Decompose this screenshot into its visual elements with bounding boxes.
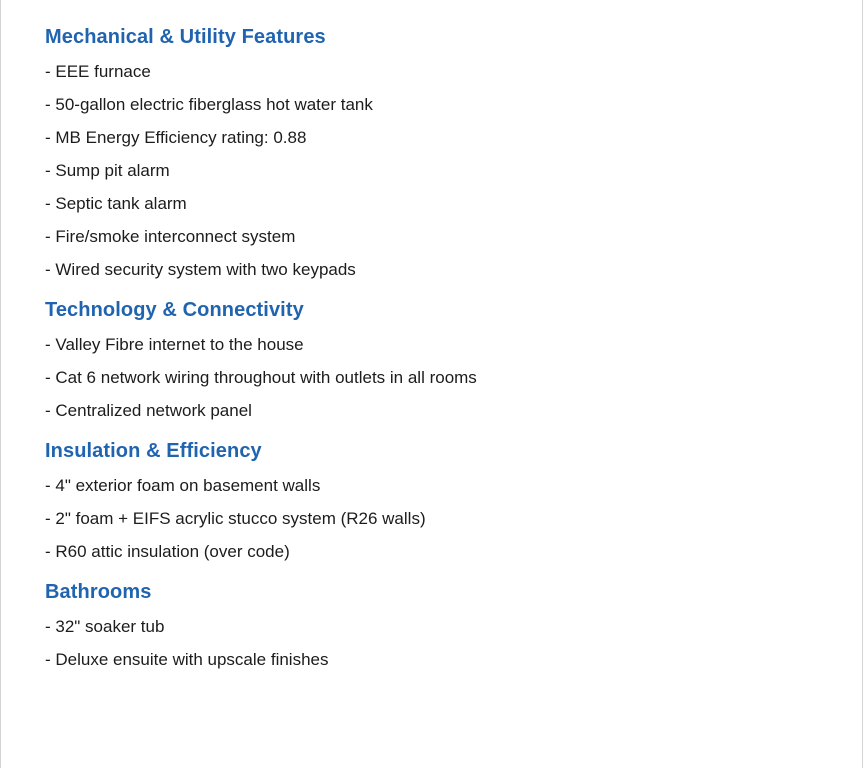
list-item: - Centralized network panel [45, 401, 252, 420]
list-item: - Wired security system with two keypads [45, 260, 356, 279]
feature-list [45, 61, 825, 281]
list-item: - Fire/smoke interconnect system [45, 227, 296, 246]
list-item: - R60 attic insulation (over code) [45, 542, 290, 561]
section-title: Mechanical & Utility Features [45, 26, 326, 48]
section-title: Technology & Connectivity [45, 299, 304, 321]
section-bathrooms [45, 579, 825, 671]
list-item: - 50-gallon electric fiberglass hot water tank [45, 95, 373, 114]
feature-list [45, 616, 825, 671]
list-item: - MB Energy Efficiency rating: 0.88 [45, 128, 307, 147]
list-item: - 32" soaker tub [45, 617, 165, 636]
section-insulation-efficiency [45, 438, 825, 563]
feature-list [45, 475, 825, 563]
list-item: - Sump pit alarm [45, 161, 170, 180]
list-item: - 4" exterior foam on basement walls [45, 476, 321, 495]
list-item: - Cat 6 network wiring throughout with outlets in all rooms [45, 368, 477, 387]
section-title: Bathrooms [45, 581, 152, 603]
document-content [45, 24, 825, 682]
section-title: Insulation & Efficiency [45, 440, 262, 462]
section-mechanical-utility [45, 24, 825, 281]
list-item: - 2" foam + EIFS acrylic stucco system (R26 walls) [45, 509, 426, 528]
section-technology-connectivity [45, 297, 825, 422]
list-item: - Septic tank alarm [45, 194, 187, 213]
list-item: - Valley Fibre internet to the house [45, 335, 304, 354]
list-item: - Deluxe ensuite with upscale finishes [45, 650, 329, 669]
list-item: - EEE furnace [45, 62, 151, 81]
feature-list [45, 334, 825, 422]
